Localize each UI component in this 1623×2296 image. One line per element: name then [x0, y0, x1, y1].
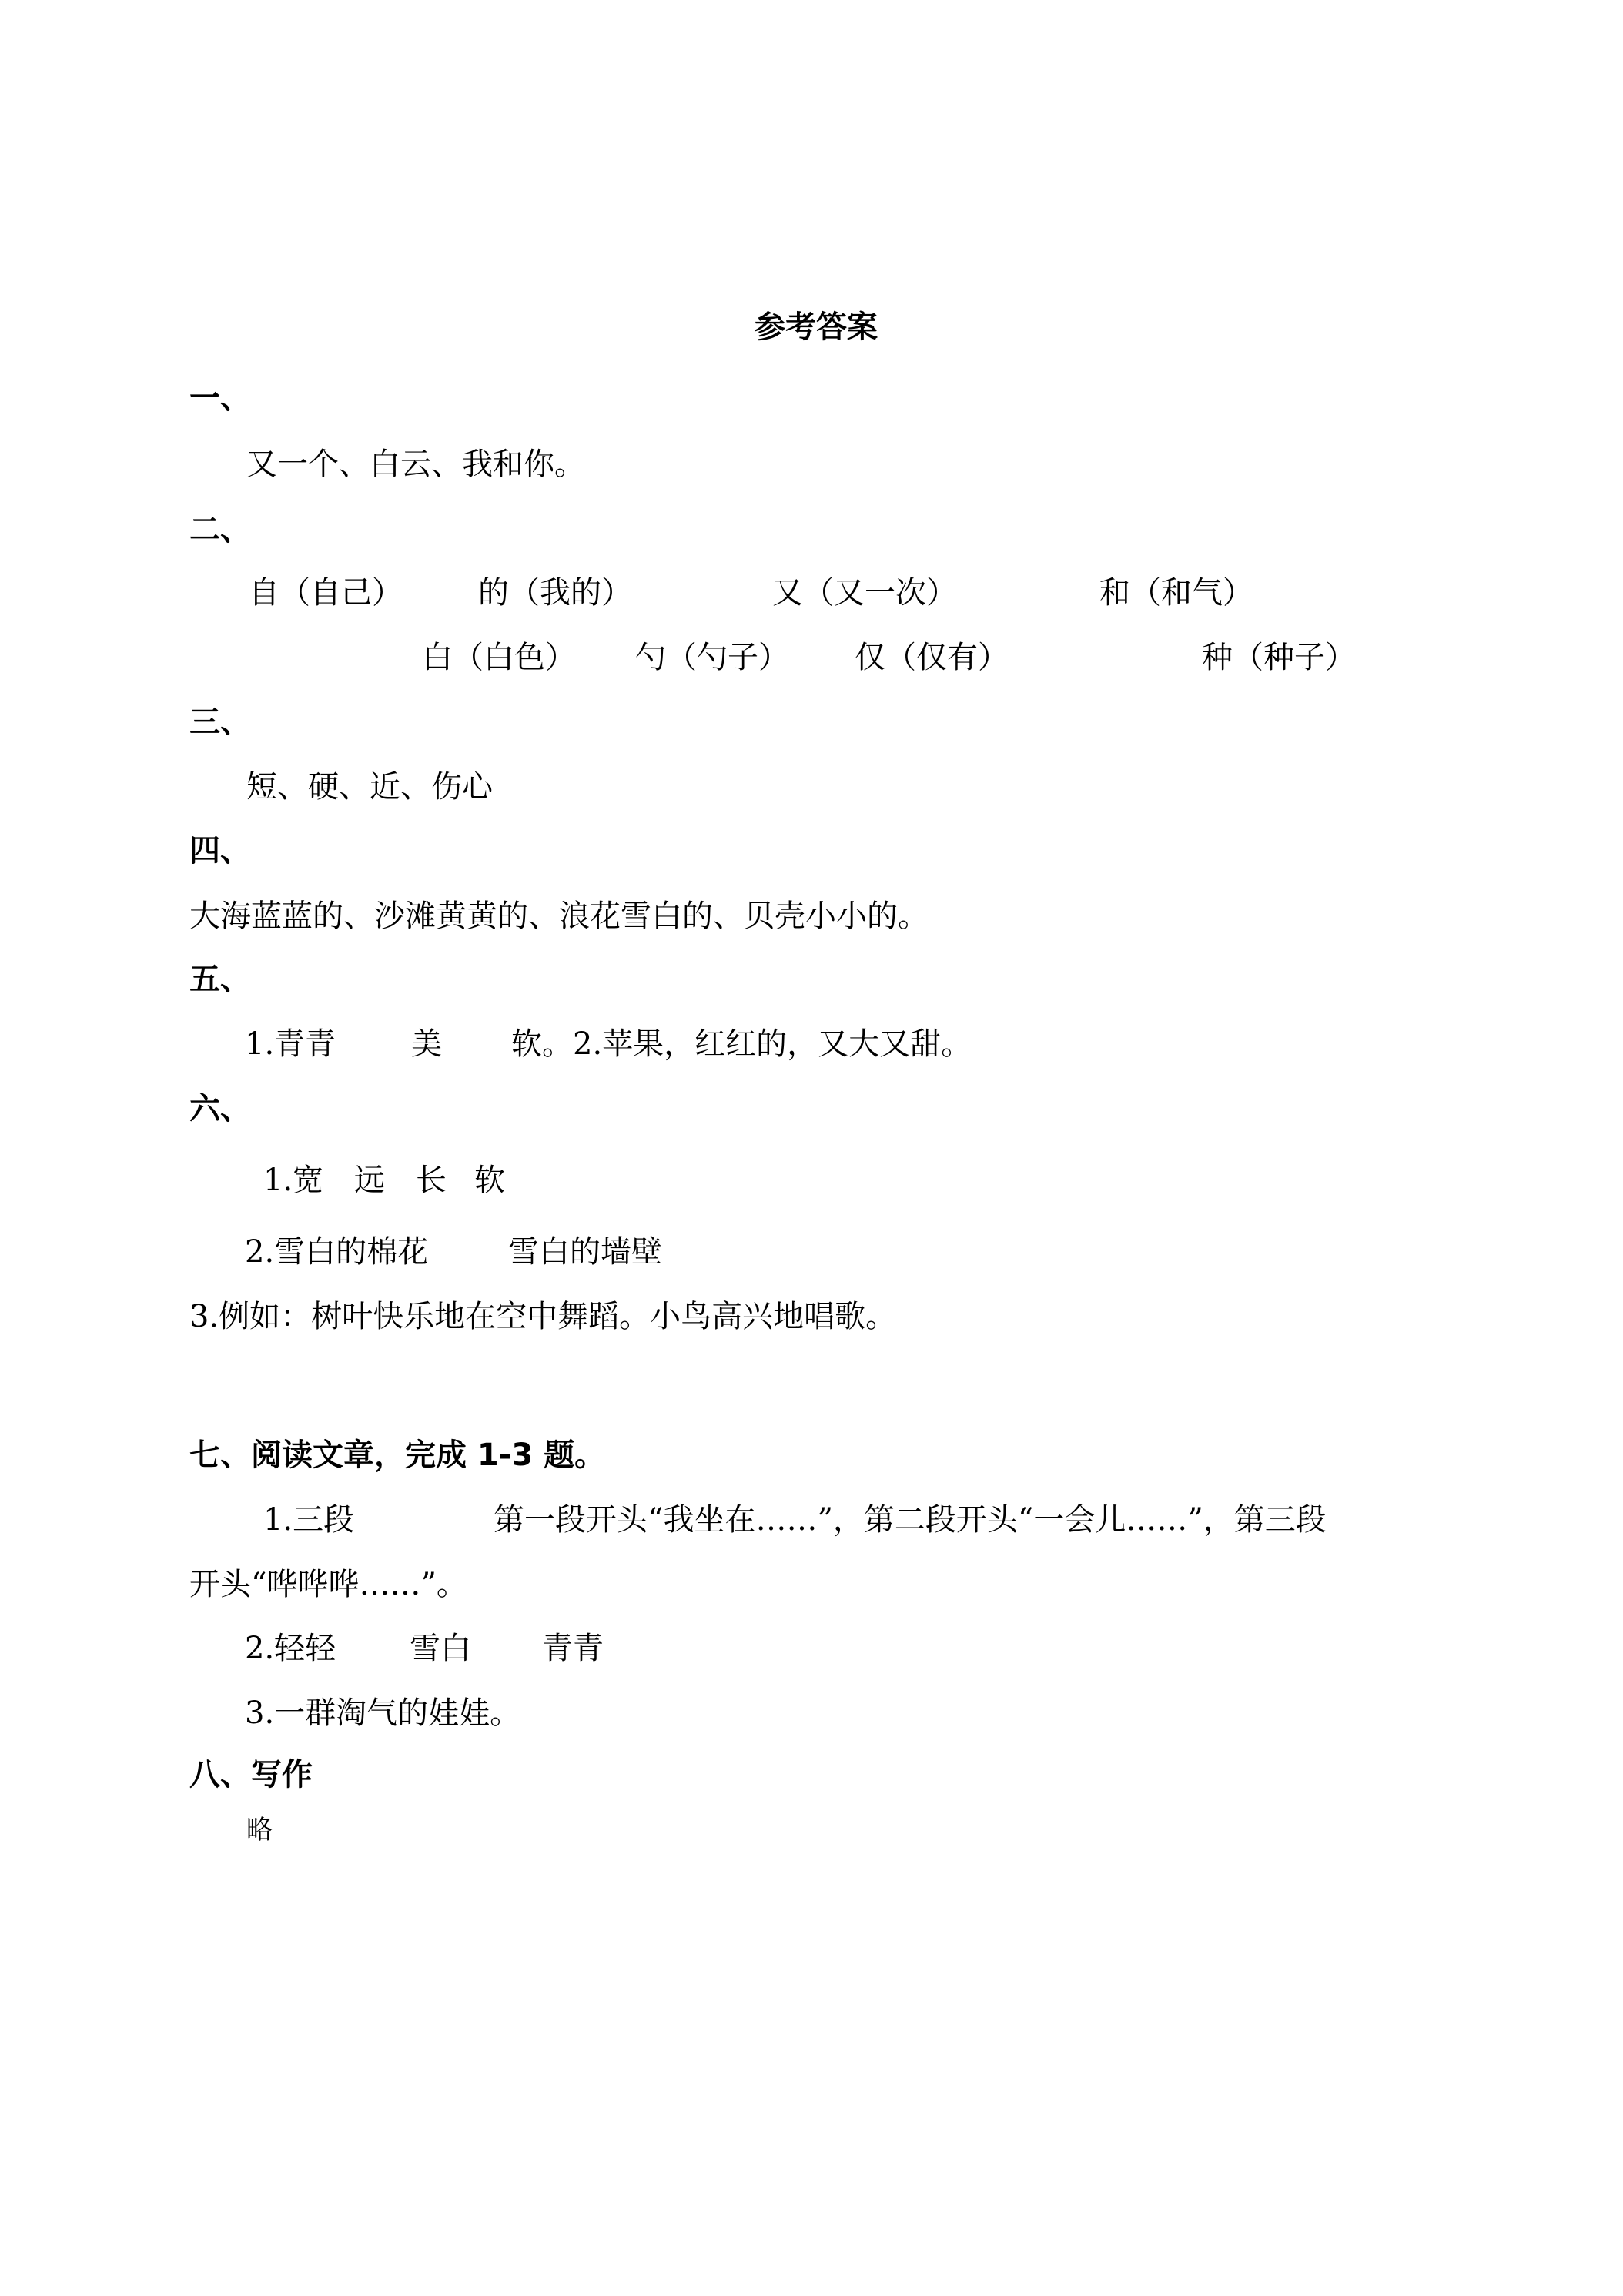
section-6-q2-part: 雪白的墙壁	[508, 1234, 662, 1270]
section-6-q1-word: 长	[416, 1163, 447, 1198]
section-2-word: 仅（仅有）	[855, 640, 1009, 675]
section-3-answer: 短、硬、近、伤心	[246, 769, 493, 805]
section-7-q1-detail: 第一段开头“我坐在……”，第二段开头“一会儿……”，第三段	[494, 1502, 1327, 1538]
section-5-answer-part: 1.青青	[245, 1026, 336, 1062]
section-5-answer-part: 美	[411, 1026, 442, 1062]
section-5-heading: 五、	[189, 962, 251, 997]
section-6-q1-word: 软	[474, 1163, 505, 1198]
section-2-word: 自（自己）	[249, 575, 403, 611]
section-2-word: 和（和气）	[1099, 575, 1253, 611]
section-7-q2-part: 2.轻轻	[245, 1631, 336, 1666]
section-6-heading: 六、	[189, 1091, 251, 1126]
section-4-answer: 大海蓝蓝的、沙滩黄黄的、浪花雪白的、贝壳小小的。	[189, 899, 929, 934]
section-5-answer-part: 软。2.苹果，红红的，又大又甜。	[511, 1026, 972, 1062]
section-6-q2-part: 2.雪白的棉花	[245, 1234, 429, 1270]
section-2-word: 的（我的）	[478, 575, 632, 611]
section-6-q1-word: 1.宽	[263, 1163, 324, 1198]
section-2-word: 白（白色）	[422, 640, 576, 675]
section-8-heading: 八、写作	[189, 1757, 313, 1792]
section-1-answer: 又一个、白云、我和你。	[246, 447, 585, 482]
section-7-q1-detail-cont: 开头“哗哗哗……”。	[189, 1567, 467, 1602]
section-7-heading: 七、阅读文章，完成 1-3 题。	[189, 1438, 606, 1473]
section-2-heading: 二、	[189, 512, 251, 547]
section-7-q1: 1.三段	[263, 1502, 355, 1538]
section-7-q2-part: 青青	[542, 1631, 604, 1666]
section-1-heading: 一、	[189, 380, 251, 416]
section-6-q3: 3.例如：树叶快乐地在空中舞蹈。小鸟高兴地唱歌。	[189, 1299, 897, 1334]
section-2-word: 勺（勺子）	[635, 640, 789, 675]
section-7-q2-part: 雪白	[410, 1631, 471, 1666]
page-title: 参考答案	[755, 310, 878, 345]
section-8-answer: 略	[246, 1815, 273, 1846]
section-6-q1-word: 远	[354, 1163, 385, 1198]
section-2-word: 种（种子）	[1202, 640, 1356, 675]
section-7-q3: 3.一群淘气的娃娃。	[245, 1695, 521, 1731]
section-3-heading: 三、	[189, 705, 251, 740]
section-2-word: 又（又一次）	[772, 575, 957, 611]
section-4-heading: 四、	[189, 833, 251, 869]
